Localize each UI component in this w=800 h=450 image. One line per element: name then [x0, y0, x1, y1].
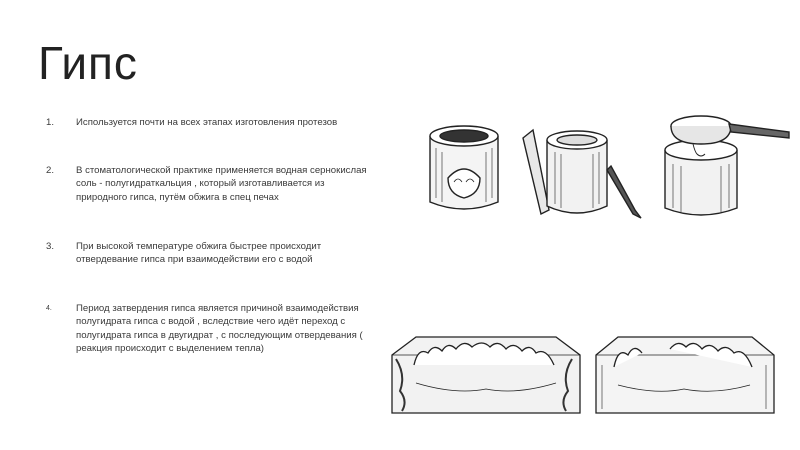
item-number: 4.	[46, 305, 52, 312]
plaster-jaw-model-left	[386, 325, 586, 420]
list-item	[46, 240, 376, 267]
plaster-cylinder-with-pouring-ladle	[655, 108, 795, 223]
list-item	[46, 116, 337, 129]
list-item	[46, 302, 376, 356]
slide-title: Гипс	[38, 37, 138, 89]
plaster-jaw-model-right	[590, 325, 780, 420]
item-number: 3.	[46, 241, 55, 252]
item-text: В стоматологической практике применяется водная сернокислая соль - полугидраткальция , который изготавливается из природного гипса, путём обжига в спец печах	[76, 165, 367, 203]
item-text: Используется почти на всех этапах изготовления протезов	[76, 117, 338, 128]
item-number: 2.	[46, 165, 55, 176]
plaster-cylinder-with-model	[420, 118, 510, 218]
item-text: При высокой температуре обжига быстрее происходит отвердевание гипса при взаимодействии его с водой	[76, 241, 322, 266]
list-item	[46, 164, 376, 204]
item-number: 1.	[46, 117, 55, 128]
plaster-cylinder-with-spatula	[515, 118, 655, 228]
item-text: Период затвердения гипса является причиной взаимодействия полугидрата гипса с водой , вследствие чего идёт переход с полугидрата гипса в двугидрат , с последующим отвердевания ( реакция происходит с выделением тепла)	[76, 303, 363, 355]
